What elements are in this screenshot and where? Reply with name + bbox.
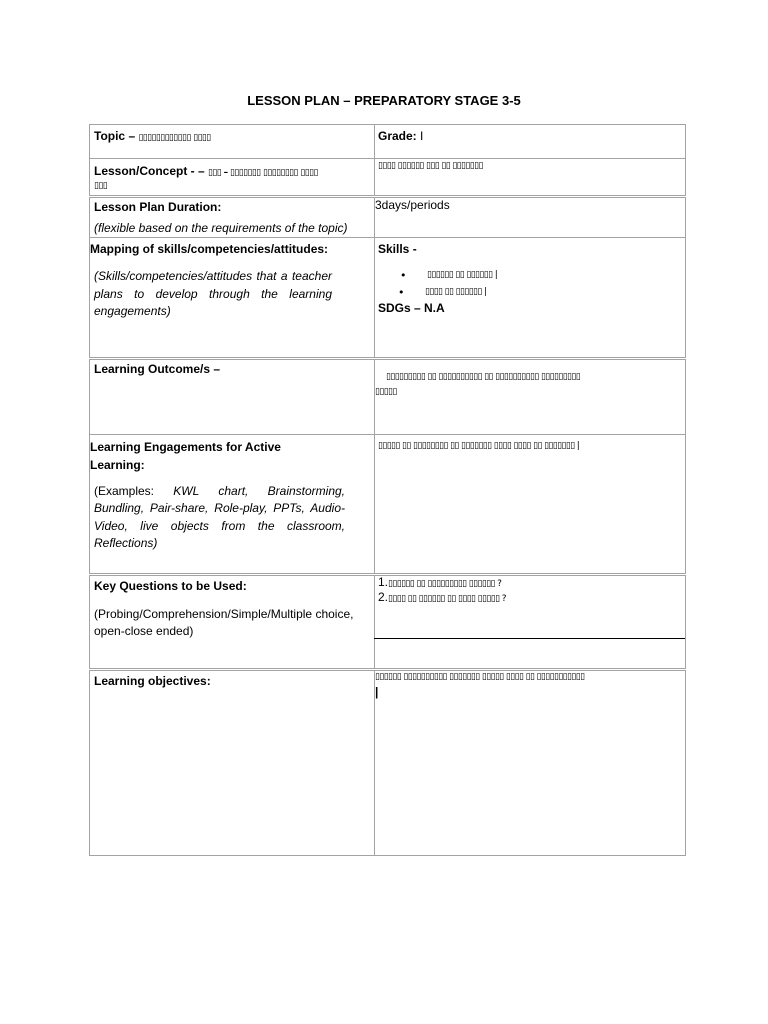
skills-list-item: • ▯▯▯▯▯▯ ▯▯ ▯▯▯▯▯▯ | xyxy=(427,268,497,283)
questions-divider-line xyxy=(374,638,685,639)
engagements-value: ▯▯▯▯▯ ▯▯ ▯▯▯▯▯▯▯▯ ▯▯ ▯▯▯▯▯▯▯ ▯▯▯▯ ▯▯▯▯ ▯▯ ▯▯▯▯▯▯▯ | xyxy=(378,441,580,451)
outcome-value-line1: ▯▯▯▯▯▯▯▯▯ ▯▯ ▯▯▯▯▯▯▯▯▯▯ ▯▯ ▯▯▯▯▯▯▯▯▯▯ ▯▯▯▯▯▯▯▯▯ xyxy=(386,372,581,382)
outcome-label: Learning Outcome/s – xyxy=(94,362,221,376)
question-text: ▯▯▯▯▯▯ ▯▯ ▯▯▯▯▯▯▯▯▯ ▯▯▯▯▯▯ ? xyxy=(388,579,502,589)
question-text: ▯▯▯▯ ▯▯ ▯▯▯▯▯▯ ▯▯ ▯▯▯▯ ▯▯▯▯▯ ? xyxy=(388,594,506,604)
question-number: 2. xyxy=(378,590,389,604)
objectives-value-line1: ▯▯▯▯▯▯ ▯▯▯▯▯▯▯▯▯▯ ▯▯▯▯▯▯▯ ▯▯▯▯▯ ▯▯▯▯ ▯▯ ▯▯▯▯▯▯▯▯▯▯▯ xyxy=(375,672,585,682)
lesson-cell xyxy=(94,164,318,181)
column-divider xyxy=(374,125,375,158)
duration-note: (flexible based on the requirements of the topic) xyxy=(94,221,348,235)
engagements-note-prefix: (Examples: xyxy=(94,484,174,498)
grade-cell xyxy=(378,129,423,144)
duration-label: Lesson Plan Duration: xyxy=(94,200,222,214)
objectives-value-line2: | xyxy=(375,685,379,699)
mapping-note: (Skills/competencies/attitudes that a teacher plans to develop through the learning engagements) xyxy=(94,269,332,318)
grade-label: Grade: xyxy=(378,129,417,143)
column-divider xyxy=(374,238,375,357)
outcome-value-line2: ▯▯▯▯▯ xyxy=(375,387,397,397)
topic-cell xyxy=(94,129,211,146)
questions-label: Key Questions to be Used: xyxy=(94,579,247,593)
topic-value: ▯▯▯▯▯▯▯▯▯▯▯▯ ▯▯▯▯ xyxy=(138,133,211,143)
lesson-value-line1: ▯▯▯ – ▯▯▯▯▯▯▯ ▯▯▯▯▯▯▯▯ ▯▯▯▯ xyxy=(208,168,318,178)
lesson-value-line2: ▯▯▯ xyxy=(94,181,108,191)
sdgs-label: SDGs – N.A xyxy=(378,301,445,315)
skills-list-item: • ▯▯▯▯ ▯▯ ▯▯▯▯▯▯ | xyxy=(425,285,486,300)
engagements-label: Learning Engagements for Active Learning: xyxy=(90,440,281,472)
column-divider xyxy=(374,435,375,573)
question-item xyxy=(378,590,506,607)
column-divider xyxy=(374,159,375,195)
lesson-label: Lesson/Concept - – xyxy=(94,164,209,178)
objectives-label: Learning objectives: xyxy=(94,674,211,688)
engagements-note xyxy=(94,483,345,552)
duration-value: 3days/periods xyxy=(375,198,450,212)
mapping-label: Mapping of skills/competencies/attitudes: xyxy=(90,242,329,256)
topic-label: Topic – xyxy=(94,129,139,143)
page-title: LESSON PLAN – PREPARATORY STAGE 3-5 xyxy=(247,93,521,108)
grade-value: I xyxy=(416,129,424,143)
column-divider xyxy=(374,576,375,668)
engagements-note-examples: KWL chart, Brainstorming, Bundling, Pair-share, Role-play, PPTs, Audio-Video, live objects from the classroom, Reflections) xyxy=(94,484,345,550)
lesson-right-value: ▯▯▯▯ ▯▯▯▯▯▯ ▯▯▯ ▯▯ ▯▯▯▯▯▯▯ xyxy=(378,161,483,171)
question-number: 1. xyxy=(378,575,389,589)
row-frame-objectives xyxy=(89,670,686,856)
questions-note: (Probing/Comprehension/Simple/Multiple choice, open-close ended) xyxy=(94,607,354,638)
skills-label: Skills - xyxy=(378,242,417,256)
